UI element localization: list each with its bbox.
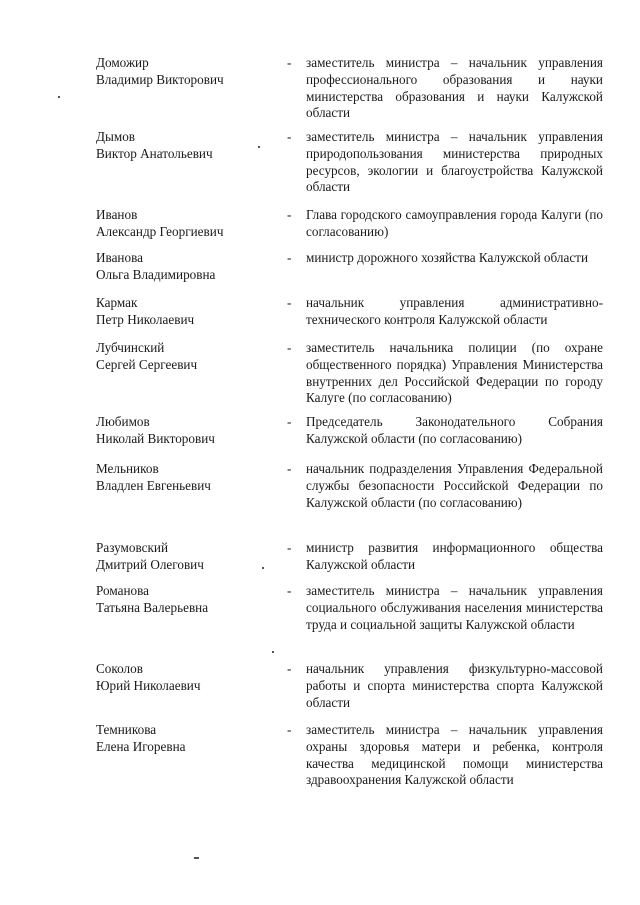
member-name — [96, 661, 281, 695]
member-surname: Мельников — [96, 461, 159, 476]
member-position: заместитель министра – начальник управления охраны здоровья матери и ребенка, контроля качества медицинской помощи министерства здравоохранения Калужской области — [306, 722, 603, 788]
member-position: министр дорожного хозяйства Калужской области — [306, 250, 589, 265]
member-surname: Иванова — [96, 250, 143, 265]
member-name — [96, 207, 281, 241]
scan-speck — [194, 857, 199, 859]
member-surname: Разумовский — [96, 540, 169, 555]
dash-separator: - — [287, 583, 292, 598]
dash-separator: - — [287, 250, 292, 265]
dash-separator: - — [287, 414, 292, 429]
member-name — [96, 461, 281, 495]
member-position: заместитель министра – начальник управления социального обслуживания населения министерства труда и социальной защиты Калужской области — [306, 583, 603, 632]
scan-speck — [58, 96, 60, 98]
member-given-names: Татьяна Валерьевна — [96, 599, 209, 615]
member-surname: Соколов — [96, 661, 143, 676]
member-given-names: Петр Николаевич — [96, 311, 195, 327]
member-position: министр развития информационного общества Калужской области — [306, 540, 603, 572]
member-name — [96, 340, 281, 374]
member-given-names: Дмитрий Олегович — [96, 556, 204, 572]
dash-separator: - — [287, 661, 292, 676]
member-surname: Доможир — [96, 55, 149, 70]
scan-speck — [258, 146, 260, 148]
dash-separator: - — [287, 722, 292, 737]
member-given-names: Владимир Викторович — [96, 71, 224, 87]
scan-speck — [272, 651, 274, 653]
member-name — [96, 583, 281, 617]
dash-separator: - — [287, 340, 292, 355]
member-given-names: Виктор Анатольевич — [96, 145, 213, 161]
dash-separator: - — [287, 207, 292, 222]
member-surname: Дымов — [96, 129, 136, 144]
member-position: Председатель Законодательного Собрания Калужской области (по согласованию) — [306, 414, 603, 446]
member-name — [96, 414, 281, 448]
member-given-names: Сергей Сергеевич — [96, 356, 198, 372]
member-name — [96, 295, 281, 329]
dash-separator: - — [287, 295, 292, 310]
member-position: заместитель начальника полиции (по охране общественного порядка) Управления Министерства внутренних дел Российской Федерации по городу Калуге (по согласованию) — [306, 340, 603, 406]
member-given-names: Александр Георгиевич — [96, 223, 224, 239]
member-given-names: Владлен Евгеньевич — [96, 477, 211, 493]
member-surname: Романова — [96, 583, 150, 598]
member-name — [96, 55, 281, 89]
member-position: начальник управления физкультурно-массовой работы и спорта министерства спорта Калужской области — [306, 661, 603, 710]
member-name — [96, 129, 281, 163]
dash-separator: - — [287, 129, 292, 144]
member-position: заместитель министра – начальник управления природопользования министерства природных ресурсов, экологии и благоустройства Калужской области — [306, 129, 603, 195]
member-surname: Лубчинский — [96, 340, 165, 355]
member-given-names: Юрий Николаевич — [96, 677, 201, 693]
dash-separator: - — [287, 55, 292, 70]
scan-speck — [262, 567, 264, 569]
dash-separator: - — [287, 461, 292, 476]
member-position: начальник подразделения Управления Федеральной службы безопасности Российской Федерации по Калужской области (по согласованию) — [306, 461, 603, 510]
member-surname: Иванов — [96, 207, 138, 222]
dash-separator: - — [287, 540, 292, 555]
member-position: заместитель министра – начальник управления профессионального образования и науки министерства образования и науки Калужской области — [306, 55, 603, 121]
member-position: начальник управления административно-технического контроля Калужской области — [306, 295, 603, 327]
member-given-names: Николай Викторович — [96, 430, 215, 446]
member-position: Глава городского самоуправления города Калуги (по согласованию) — [306, 207, 603, 239]
member-name — [96, 722, 281, 756]
member-name — [96, 540, 281, 574]
member-name — [96, 250, 281, 284]
member-surname: Любимов — [96, 414, 150, 429]
member-given-names: Ольга Владимировна — [96, 266, 216, 282]
member-given-names: Елена Игоревна — [96, 738, 186, 754]
member-surname: Кармак — [96, 295, 138, 310]
member-surname: Темникова — [96, 722, 157, 737]
